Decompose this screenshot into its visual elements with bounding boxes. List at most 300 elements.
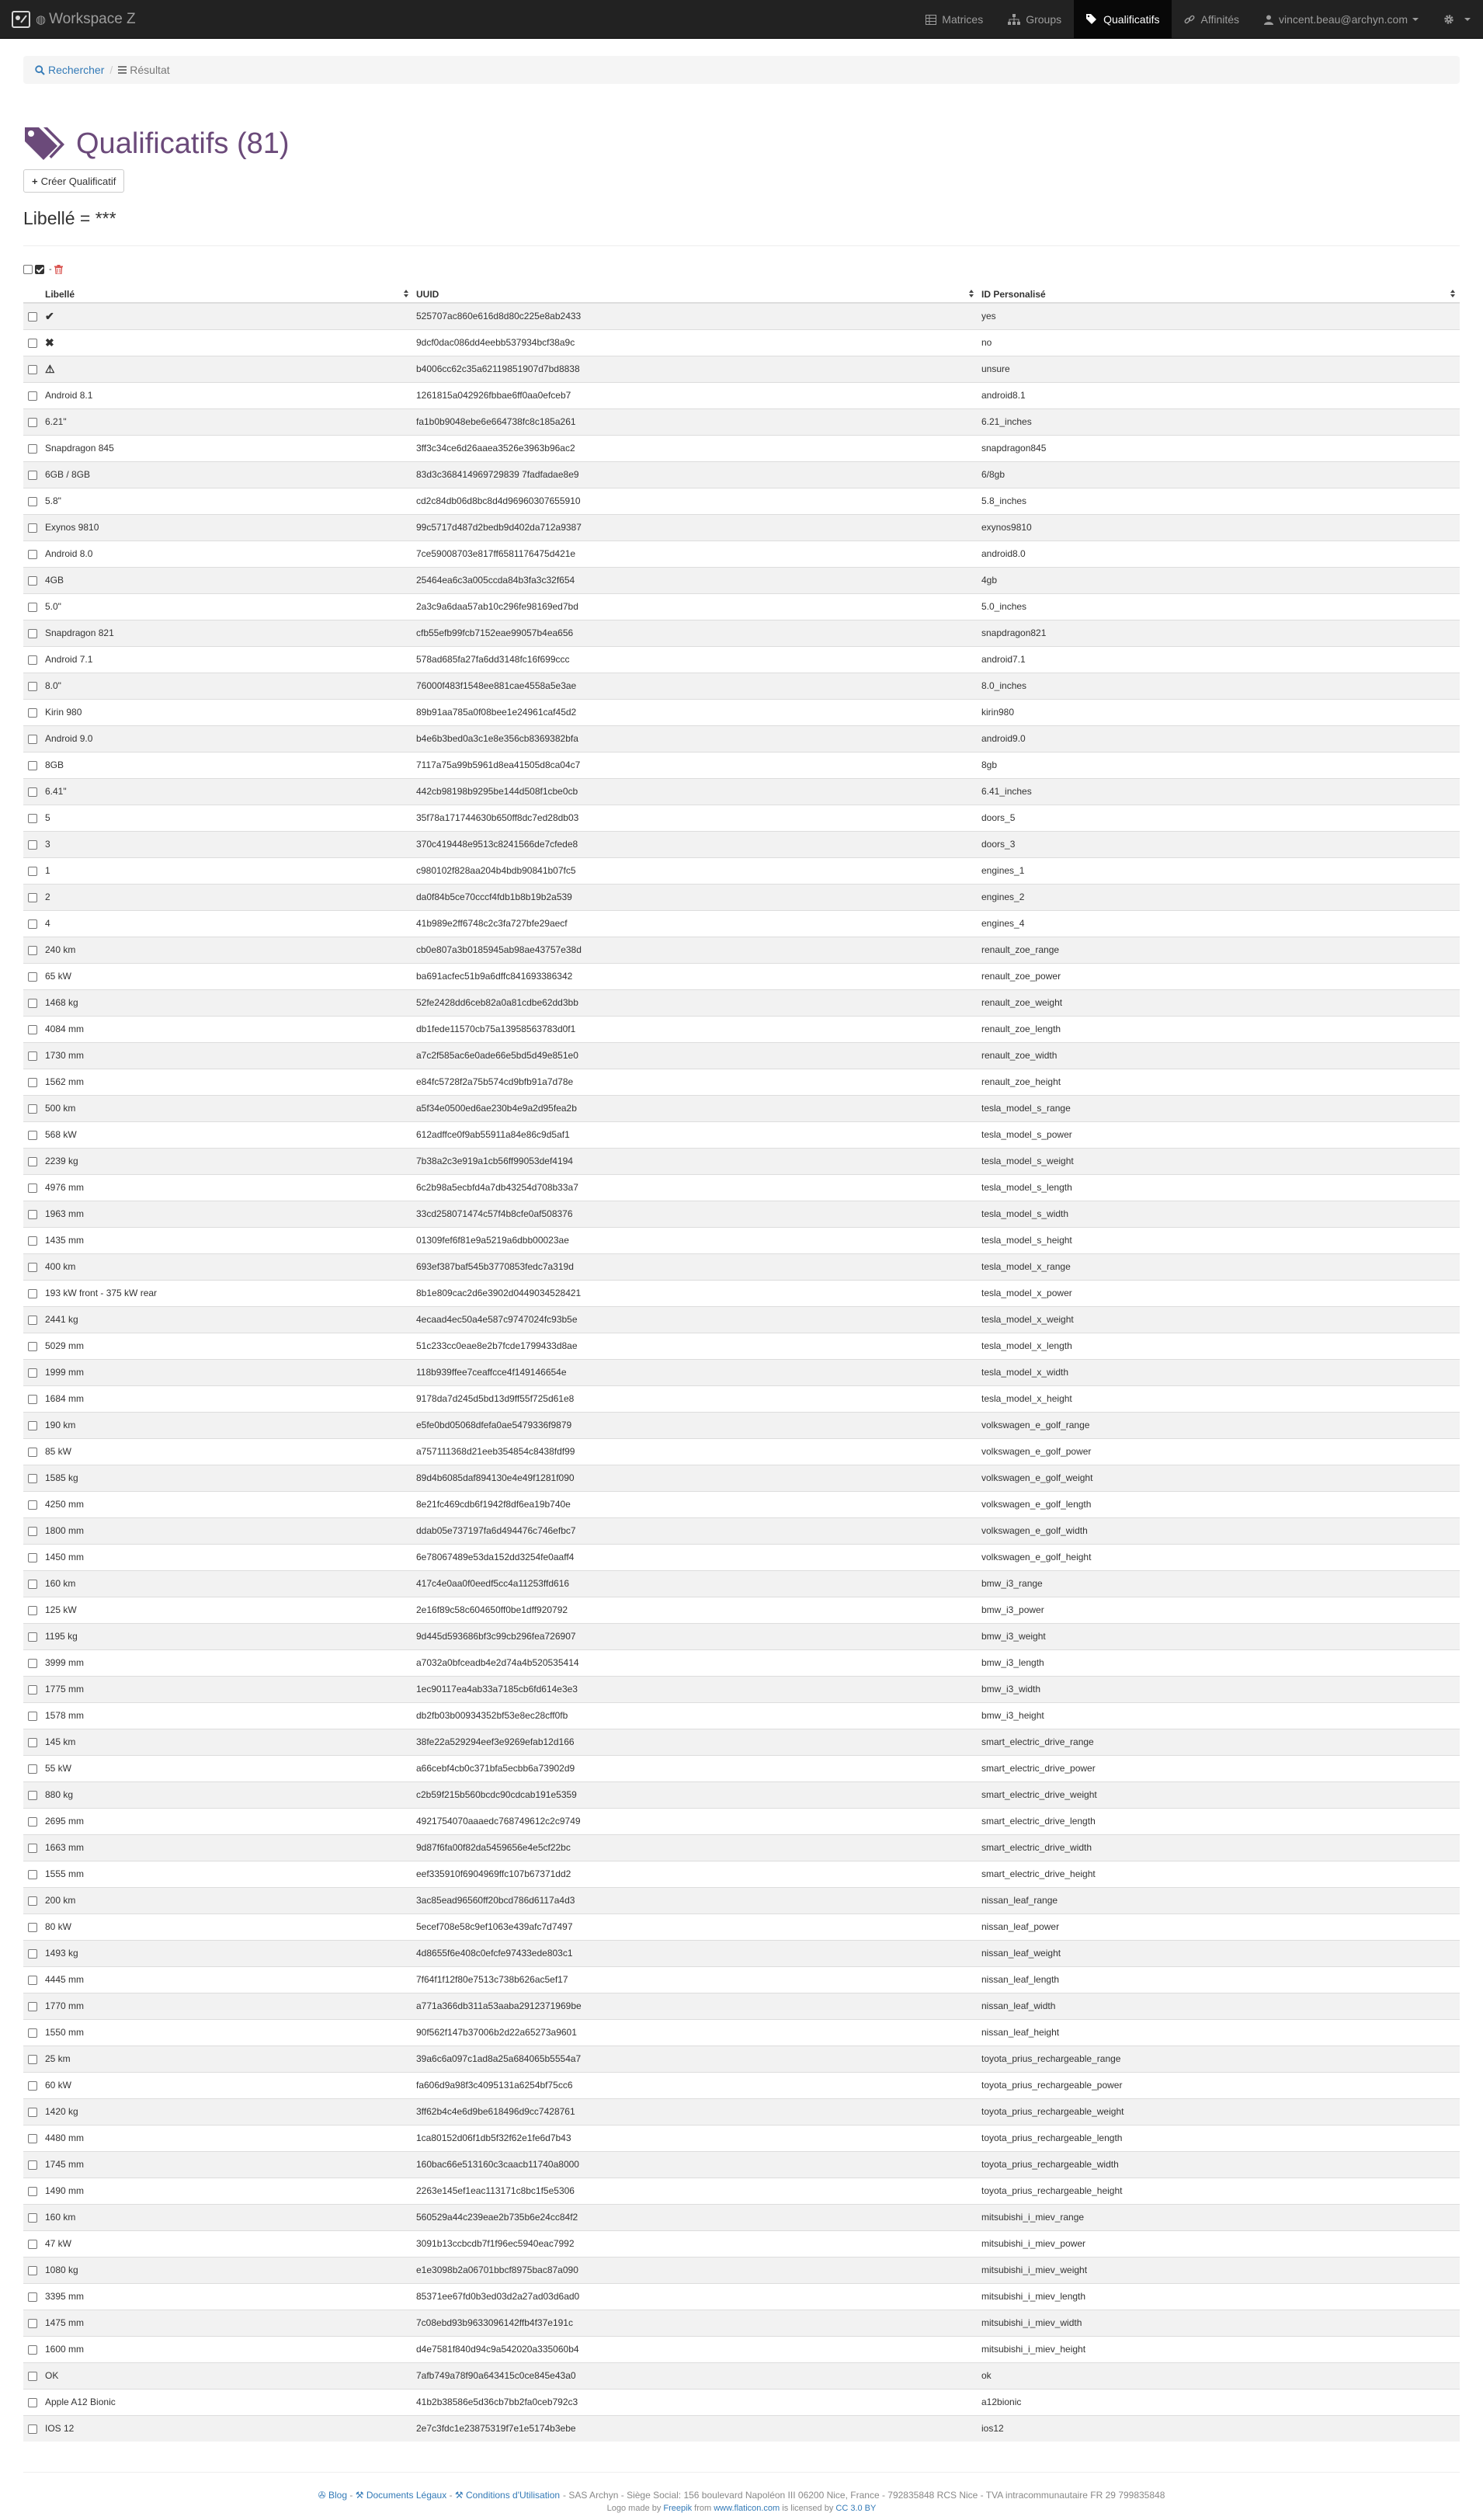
footer-blog-label: Blog bbox=[328, 2490, 348, 2501]
create-qualificatif-button[interactable] bbox=[23, 169, 124, 193]
label-cell[interactable] bbox=[42, 435, 413, 461]
label-cell[interactable] bbox=[42, 1412, 413, 1438]
row-select-cell bbox=[23, 752, 42, 778]
label-cell[interactable] bbox=[42, 1887, 413, 1913]
row-checkbox[interactable] bbox=[28, 893, 37, 902]
table-row[interactable] bbox=[23, 2415, 1460, 2442]
row-checkbox[interactable] bbox=[28, 787, 37, 797]
row-checkbox[interactable] bbox=[28, 1342, 37, 1351]
table-row[interactable] bbox=[23, 1042, 1460, 1069]
row-checkbox[interactable] bbox=[28, 471, 37, 480]
label-cell[interactable] bbox=[42, 1517, 413, 1544]
table-row[interactable] bbox=[23, 1438, 1460, 1465]
row-checkbox[interactable] bbox=[28, 2081, 37, 2091]
custom-id-cell: android8.1 bbox=[978, 382, 1460, 408]
select-none-checkbox[interactable] bbox=[23, 265, 33, 274]
table-row[interactable] bbox=[23, 1121, 1460, 1148]
label-cell[interactable] bbox=[42, 646, 413, 673]
uuid-cell: 41b2b38586e5d36cb7bb2fa0ceb792c3 bbox=[413, 2389, 978, 2415]
row-checkbox[interactable] bbox=[28, 365, 37, 374]
table-row[interactable] bbox=[23, 567, 1460, 593]
brand[interactable] bbox=[11, 0, 136, 39]
label-cell[interactable] bbox=[42, 1861, 413, 1887]
row-checkbox[interactable] bbox=[28, 1500, 37, 1510]
table-row[interactable] bbox=[23, 752, 1460, 778]
row-checkbox[interactable] bbox=[28, 497, 37, 506]
footer-divider bbox=[23, 2472, 1460, 2473]
row-checkbox[interactable] bbox=[28, 2319, 37, 2328]
row-checkbox[interactable] bbox=[28, 1051, 37, 1061]
freepik-link[interactable]: Freepik bbox=[663, 2504, 693, 2513]
table-row[interactable] bbox=[23, 1359, 1460, 1385]
custom-id-cell: toyota_prius_rechargeable_weight bbox=[978, 2098, 1460, 2125]
row-checkbox[interactable] bbox=[28, 919, 37, 929]
row-label: 5 bbox=[45, 812, 50, 823]
label-cell-times-icon[interactable] bbox=[42, 329, 413, 356]
row-label: 1770 mm bbox=[45, 2000, 85, 2011]
label-cell[interactable] bbox=[42, 725, 413, 752]
label-cell[interactable] bbox=[42, 593, 413, 620]
table-row[interactable] bbox=[23, 963, 1460, 989]
row-checkbox[interactable] bbox=[28, 2028, 37, 2038]
custom-id-cell: nissan_leaf_height bbox=[978, 2019, 1460, 2046]
label-cell[interactable] bbox=[42, 884, 413, 910]
header-uuid[interactable] bbox=[413, 286, 978, 303]
label-cell[interactable] bbox=[42, 831, 413, 857]
row-checkbox[interactable] bbox=[28, 2240, 37, 2249]
row-checkbox[interactable] bbox=[28, 1448, 37, 1457]
row-checkbox[interactable] bbox=[28, 2213, 37, 2223]
table-row[interactable] bbox=[23, 1491, 1460, 1517]
nav-item-affinites[interactable] bbox=[1172, 0, 1252, 39]
label-cell[interactable] bbox=[42, 1121, 413, 1148]
label-cell[interactable] bbox=[42, 1042, 413, 1069]
label-cell[interactable] bbox=[42, 963, 413, 989]
row-checkbox[interactable] bbox=[28, 1157, 37, 1166]
table-row[interactable] bbox=[23, 805, 1460, 831]
row-checkbox[interactable] bbox=[28, 1632, 37, 1642]
row-checkbox[interactable] bbox=[28, 1712, 37, 1721]
row-checkbox[interactable] bbox=[28, 1263, 37, 1272]
label-cell[interactable] bbox=[42, 2310, 413, 2336]
table-row[interactable] bbox=[23, 620, 1460, 646]
tags-icon bbox=[1086, 14, 1098, 25]
label-cell[interactable] bbox=[42, 1676, 413, 1702]
table-row[interactable] bbox=[23, 1069, 1460, 1095]
label-cell[interactable] bbox=[42, 673, 413, 699]
label-cell[interactable] bbox=[42, 1438, 413, 1465]
header-custom-id[interactable] bbox=[978, 286, 1460, 303]
row-label: 2239 kg bbox=[45, 1156, 78, 1166]
table-row[interactable] bbox=[23, 356, 1460, 382]
uuid-cell: 52fe2428dd6ceb82a0a81cdbe62dd3bb bbox=[413, 989, 978, 1016]
label-cell[interactable] bbox=[42, 1385, 413, 1412]
table-row[interactable] bbox=[23, 303, 1460, 329]
row-checkbox[interactable] bbox=[28, 999, 37, 1008]
label-cell[interactable] bbox=[42, 1201, 413, 1227]
nav-item-qualificatifs[interactable] bbox=[1074, 0, 1172, 39]
label-cell[interactable] bbox=[42, 1359, 413, 1385]
table-row[interactable] bbox=[23, 831, 1460, 857]
label-cell[interactable] bbox=[42, 1491, 413, 1517]
row-checkbox[interactable] bbox=[28, 1659, 37, 1668]
table-row[interactable] bbox=[23, 1808, 1460, 1834]
table-row[interactable] bbox=[23, 1280, 1460, 1306]
label-cell[interactable] bbox=[42, 1834, 413, 1861]
row-checkbox[interactable] bbox=[28, 2398, 37, 2407]
row-checkbox[interactable] bbox=[28, 1580, 37, 1589]
breadcrumb-separator: / bbox=[109, 64, 113, 76]
row-checkbox[interactable] bbox=[28, 523, 37, 533]
nav-item-settings[interactable] bbox=[1431, 0, 1483, 39]
license-link[interactable]: CC 3.0 BY bbox=[835, 2504, 877, 2513]
table-row[interactable] bbox=[23, 461, 1460, 488]
label-cell[interactable] bbox=[42, 2046, 413, 2072]
row-checkbox[interactable] bbox=[28, 1791, 37, 1800]
label-cell[interactable] bbox=[42, 408, 413, 435]
table-row[interactable] bbox=[23, 673, 1460, 699]
sort-icon[interactable] bbox=[1450, 290, 1455, 299]
row-checkbox[interactable] bbox=[28, 1606, 37, 1615]
table-row[interactable] bbox=[23, 989, 1460, 1016]
table-row[interactable] bbox=[23, 1412, 1460, 1438]
row-checkbox[interactable] bbox=[28, 735, 37, 744]
row-checkbox[interactable] bbox=[28, 2266, 37, 2275]
uuid-cell: 118b939ffee7ceaffcce4f149146654e bbox=[413, 1359, 978, 1385]
row-checkbox[interactable] bbox=[28, 1844, 37, 1853]
table-row[interactable] bbox=[23, 2257, 1460, 2283]
table-row[interactable] bbox=[23, 2362, 1460, 2389]
label-cell[interactable] bbox=[42, 2389, 413, 2415]
label-cell[interactable] bbox=[42, 1940, 413, 1966]
table-row[interactable] bbox=[23, 1465, 1460, 1491]
table-row[interactable] bbox=[23, 1913, 1460, 1940]
label-cell[interactable] bbox=[42, 620, 413, 646]
uuid-cell: 7c08ebd93b9633096142ffb4f37e191c bbox=[413, 2310, 978, 2336]
table-row[interactable] bbox=[23, 1597, 1460, 1623]
table-row[interactable] bbox=[23, 1993, 1460, 2019]
row-checkbox[interactable] bbox=[28, 2108, 37, 2117]
label-cell[interactable] bbox=[42, 540, 413, 567]
row-checkbox[interactable] bbox=[28, 1870, 37, 1879]
row-checkbox[interactable] bbox=[28, 814, 37, 823]
row-checkbox[interactable] bbox=[28, 1395, 37, 1404]
footer-credits bbox=[0, 2504, 1483, 2513]
label-cell[interactable] bbox=[42, 567, 413, 593]
table-row[interactable] bbox=[23, 1676, 1460, 1702]
label-cell[interactable] bbox=[42, 1227, 413, 1253]
row-checkbox[interactable] bbox=[28, 576, 37, 586]
label-cell[interactable] bbox=[42, 2098, 413, 2125]
custom-id-cell: tesla_model_x_length bbox=[978, 1333, 1460, 1359]
table-row[interactable] bbox=[23, 937, 1460, 963]
footer-legal-label: Documents Légaux bbox=[366, 2490, 447, 2501]
label-cell[interactable] bbox=[42, 1280, 413, 1306]
row-checkbox[interactable] bbox=[28, 2160, 37, 2170]
table-row[interactable] bbox=[23, 1887, 1460, 1913]
label-cell[interactable] bbox=[42, 2204, 413, 2230]
table-row[interactable] bbox=[23, 1729, 1460, 1755]
nav-item-groups[interactable] bbox=[995, 0, 1074, 39]
label-cell[interactable] bbox=[42, 1570, 413, 1597]
row-checkbox[interactable] bbox=[28, 1738, 37, 1747]
table-row[interactable] bbox=[23, 1781, 1460, 1808]
label-cell[interactable] bbox=[42, 1597, 413, 1623]
label-cell[interactable] bbox=[42, 1148, 413, 1174]
label-cell[interactable] bbox=[42, 1333, 413, 1359]
label-cell[interactable] bbox=[42, 1966, 413, 1993]
row-checkbox[interactable] bbox=[28, 2372, 37, 2381]
row-checkbox[interactable] bbox=[28, 1236, 37, 1246]
table-row[interactable] bbox=[23, 1517, 1460, 1544]
label-cell[interactable] bbox=[42, 1729, 413, 1755]
row-checkbox[interactable] bbox=[28, 1817, 37, 1827]
label-cell[interactable] bbox=[42, 1755, 413, 1781]
table-row[interactable] bbox=[23, 2098, 1460, 2125]
label-cell[interactable] bbox=[42, 910, 413, 937]
table-row[interactable] bbox=[23, 514, 1460, 540]
table-row[interactable] bbox=[23, 1861, 1460, 1887]
label-cell[interactable] bbox=[42, 461, 413, 488]
row-checkbox[interactable] bbox=[28, 1764, 37, 1774]
row-checkbox[interactable] bbox=[28, 1078, 37, 1087]
table-row[interactable] bbox=[23, 778, 1460, 805]
row-select-cell bbox=[23, 408, 42, 435]
row-checkbox[interactable] bbox=[28, 867, 37, 876]
nav-item-user-menu[interactable] bbox=[1252, 0, 1431, 39]
label-cell[interactable] bbox=[42, 1095, 413, 1121]
table-row[interactable] bbox=[23, 2046, 1460, 2072]
table-row[interactable] bbox=[23, 408, 1460, 435]
table-row[interactable] bbox=[23, 1227, 1460, 1253]
table-row[interactable] bbox=[23, 382, 1460, 408]
row-checkbox[interactable] bbox=[28, 2055, 37, 2064]
row-checkbox[interactable] bbox=[28, 1949, 37, 1959]
table-row[interactable] bbox=[23, 2178, 1460, 2204]
sort-icon[interactable] bbox=[404, 290, 408, 299]
table-row[interactable] bbox=[23, 646, 1460, 673]
label-cell[interactable] bbox=[42, 2125, 413, 2151]
breadcrumb-search-link[interactable] bbox=[35, 64, 104, 76]
table-row[interactable] bbox=[23, 2389, 1460, 2415]
table-row[interactable] bbox=[23, 1570, 1460, 1597]
table-row[interactable] bbox=[23, 1544, 1460, 1570]
label-cell[interactable] bbox=[42, 2336, 413, 2362]
row-checkbox[interactable] bbox=[28, 2187, 37, 2196]
row-checkbox[interactable] bbox=[28, 629, 37, 638]
label-cell[interactable] bbox=[42, 2230, 413, 2257]
row-label: 1585 kg bbox=[45, 1472, 78, 1483]
row-checkbox[interactable] bbox=[28, 444, 37, 454]
footer-terms-link[interactable] bbox=[455, 2490, 560, 2501]
row-checkbox[interactable] bbox=[28, 655, 37, 665]
row-checkbox[interactable] bbox=[28, 1025, 37, 1034]
row-checkbox[interactable] bbox=[28, 1553, 37, 1562]
table-row[interactable] bbox=[23, 1016, 1460, 1042]
label-cell[interactable] bbox=[42, 1465, 413, 1491]
label-cell[interactable] bbox=[42, 1623, 413, 1649]
row-checkbox[interactable] bbox=[28, 2134, 37, 2143]
row-checkbox[interactable] bbox=[28, 2424, 37, 2434]
row-checkbox[interactable] bbox=[28, 339, 37, 348]
table-row[interactable] bbox=[23, 725, 1460, 752]
table-row[interactable] bbox=[23, 1755, 1460, 1781]
row-checkbox[interactable] bbox=[28, 2292, 37, 2302]
custom-id-cell: tesla_model_s_height bbox=[978, 1227, 1460, 1253]
table-row[interactable] bbox=[23, 488, 1460, 514]
label-cell[interactable] bbox=[42, 2072, 413, 2098]
label-cell[interactable] bbox=[42, 1174, 413, 1201]
label-cell[interactable] bbox=[42, 1781, 413, 1808]
table-row[interactable] bbox=[23, 1385, 1460, 1412]
row-checkbox[interactable] bbox=[28, 1421, 37, 1430]
table-row[interactable] bbox=[23, 593, 1460, 620]
label-cell[interactable] bbox=[42, 2019, 413, 2046]
table-row[interactable] bbox=[23, 1649, 1460, 1676]
label-cell[interactable] bbox=[42, 2362, 413, 2389]
row-checkbox[interactable] bbox=[28, 603, 37, 612]
qualificatifs-table bbox=[23, 286, 1460, 2442]
label-cell[interactable] bbox=[42, 857, 413, 884]
row-checkbox[interactable] bbox=[28, 1896, 37, 1906]
table-row[interactable] bbox=[23, 1623, 1460, 1649]
label-cell[interactable] bbox=[42, 1069, 413, 1095]
label-cell[interactable] bbox=[42, 2151, 413, 2178]
table-row[interactable] bbox=[23, 2019, 1460, 2046]
row-checkbox[interactable] bbox=[28, 1923, 37, 1932]
header-label[interactable] bbox=[42, 286, 413, 303]
label-cell[interactable] bbox=[42, 1649, 413, 1676]
uuid-cell: 76000f483f1548ee881cae4558a5e3ae bbox=[413, 673, 978, 699]
custom-id-cell: unsure bbox=[978, 356, 1460, 382]
label-cell-warning-icon[interactable] bbox=[42, 356, 413, 382]
label-cell[interactable] bbox=[42, 1702, 413, 1729]
table-row[interactable] bbox=[23, 699, 1460, 725]
row-checkbox[interactable] bbox=[28, 2345, 37, 2355]
table-row[interactable] bbox=[23, 1253, 1460, 1280]
row-checkbox[interactable] bbox=[28, 1976, 37, 1985]
table-row[interactable] bbox=[23, 1940, 1460, 1966]
table-row[interactable] bbox=[23, 2072, 1460, 2098]
table-row[interactable] bbox=[23, 1174, 1460, 1201]
table-row[interactable] bbox=[23, 1095, 1460, 1121]
sort-icon[interactable] bbox=[969, 290, 974, 299]
label-cell[interactable] bbox=[42, 514, 413, 540]
label-cell[interactable] bbox=[42, 2257, 413, 2283]
row-checkbox[interactable] bbox=[28, 840, 37, 850]
custom-id-cell: yes bbox=[978, 303, 1460, 329]
table-row[interactable] bbox=[23, 329, 1460, 356]
row-checkbox[interactable] bbox=[28, 708, 37, 718]
label-cell[interactable] bbox=[42, 699, 413, 725]
table-row[interactable] bbox=[23, 910, 1460, 937]
row-checkbox[interactable] bbox=[28, 761, 37, 770]
flaticon-link[interactable]: www.flaticon.com bbox=[714, 2504, 780, 2513]
label-cell[interactable] bbox=[42, 1306, 413, 1333]
label-cell[interactable] bbox=[42, 2178, 413, 2204]
table-row[interactable] bbox=[23, 1834, 1460, 1861]
table-row[interactable] bbox=[23, 1148, 1460, 1174]
label-cell-check-icon[interactable] bbox=[42, 303, 413, 329]
row-checkbox[interactable] bbox=[28, 946, 37, 955]
row-checkbox[interactable] bbox=[28, 1685, 37, 1694]
label-cell[interactable] bbox=[42, 488, 413, 514]
row-checkbox[interactable] bbox=[28, 391, 37, 401]
row-select-cell bbox=[23, 540, 42, 567]
select-all-checkbox[interactable] bbox=[35, 265, 44, 274]
table-row[interactable] bbox=[23, 435, 1460, 461]
label-cell[interactable] bbox=[42, 805, 413, 831]
table-row[interactable] bbox=[23, 540, 1460, 567]
table-row[interactable] bbox=[23, 1966, 1460, 1993]
custom-id-cell: 6.41_inches bbox=[978, 778, 1460, 805]
label-cell[interactable] bbox=[42, 2415, 413, 2442]
label-cell[interactable] bbox=[42, 1016, 413, 1042]
row-checkbox[interactable] bbox=[28, 682, 37, 691]
table-row[interactable] bbox=[23, 2204, 1460, 2230]
table-row[interactable] bbox=[23, 1201, 1460, 1227]
label-cell[interactable] bbox=[42, 382, 413, 408]
custom-id-cell: smart_electric_drive_length bbox=[978, 1808, 1460, 1834]
row-checkbox[interactable] bbox=[28, 1131, 37, 1140]
footer-terms-label: Conditions d'Utilisation bbox=[466, 2490, 561, 2501]
trash-icon[interactable] bbox=[54, 265, 63, 274]
table-row[interactable] bbox=[23, 2125, 1460, 2151]
row-checkbox[interactable] bbox=[28, 1474, 37, 1483]
label-cell[interactable] bbox=[42, 989, 413, 1016]
label-cell[interactable] bbox=[42, 752, 413, 778]
row-checkbox[interactable] bbox=[28, 2002, 37, 2011]
row-select-cell bbox=[23, 1280, 42, 1306]
table-row[interactable] bbox=[23, 1306, 1460, 1333]
row-checkbox[interactable] bbox=[28, 1104, 37, 1114]
label-cell[interactable] bbox=[42, 937, 413, 963]
row-checkbox[interactable] bbox=[28, 312, 37, 322]
footer-legal-link[interactable] bbox=[356, 2490, 447, 2501]
table-row[interactable] bbox=[23, 2151, 1460, 2178]
label-cell[interactable] bbox=[42, 1913, 413, 1940]
row-checkbox[interactable] bbox=[28, 1368, 37, 1378]
table-row[interactable] bbox=[23, 2310, 1460, 2336]
table-row[interactable] bbox=[23, 2283, 1460, 2310]
label-cell[interactable] bbox=[42, 1993, 413, 2019]
row-checkbox[interactable] bbox=[28, 1289, 37, 1298]
row-label: 400 km bbox=[45, 1261, 76, 1272]
table-row[interactable] bbox=[23, 2230, 1460, 2257]
row-checkbox[interactable] bbox=[28, 1316, 37, 1325]
label-cell[interactable] bbox=[42, 1253, 413, 1280]
custom-id-cell: tesla_model_x_weight bbox=[978, 1306, 1460, 1333]
table-row[interactable] bbox=[23, 1702, 1460, 1729]
nav-item-matrices[interactable] bbox=[913, 0, 995, 39]
table-row[interactable] bbox=[23, 884, 1460, 910]
row-checkbox[interactable] bbox=[28, 550, 37, 559]
row-label: 190 km bbox=[45, 1420, 76, 1430]
table-row[interactable] bbox=[23, 2336, 1460, 2362]
label-cell[interactable] bbox=[42, 1544, 413, 1570]
table-row[interactable] bbox=[23, 857, 1460, 884]
row-checkbox[interactable] bbox=[28, 1210, 37, 1219]
row-checkbox[interactable] bbox=[28, 1527, 37, 1536]
table-row[interactable] bbox=[23, 1333, 1460, 1359]
row-checkbox[interactable] bbox=[28, 1184, 37, 1193]
row-checkbox[interactable] bbox=[28, 972, 37, 982]
label-cell[interactable] bbox=[42, 1808, 413, 1834]
label-cell[interactable] bbox=[42, 778, 413, 805]
footer-blog-link[interactable] bbox=[318, 2490, 347, 2501]
label-cell[interactable] bbox=[42, 2283, 413, 2310]
row-checkbox[interactable] bbox=[28, 418, 37, 427]
